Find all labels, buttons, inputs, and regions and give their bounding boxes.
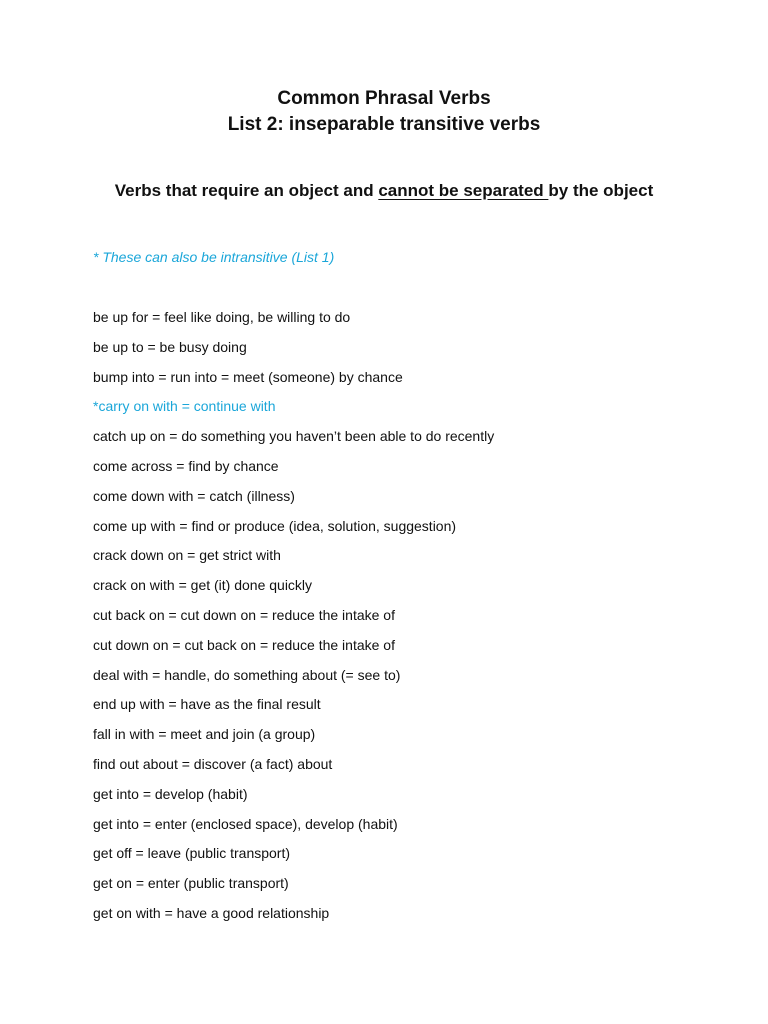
- verb-entry: get on = enter (public transport): [93, 875, 289, 892]
- verb-entry: *carry on with = continue with: [93, 398, 276, 415]
- verb-entry: catch up on = do something you haven’t been able to do recently: [93, 428, 495, 445]
- section-heading-emphasis: cannot be separated: [378, 181, 549, 200]
- verb-entry: crack down on = get strict with: [93, 547, 281, 564]
- document-subtitle-list: List 2: inseparable transitive verbs: [227, 114, 541, 135]
- verb-entry: come up with = find or produce (idea, solution, suggestion): [93, 517, 457, 534]
- verb-entry: get off = leave (public transport): [93, 845, 291, 862]
- verb-entry: bump into = run into = meet (someone) by chance: [93, 368, 403, 385]
- verb-entry: be up to = be busy doing: [93, 338, 247, 355]
- section-heading-start: Verbs that require an object and: [114, 181, 379, 200]
- verb-entry: come down with = catch (illness): [93, 487, 295, 504]
- verb-entry: find out about = discover (a fact) about: [93, 755, 333, 772]
- verb-entry: fall in with = meet and join (a group): [93, 726, 316, 743]
- verb-entry: be up for = feel like doing, be willing to do: [93, 309, 351, 325]
- verb-entry: cut back on = cut down on = reduce the intake of: [93, 606, 395, 623]
- verb-entry: get into = develop (habit): [93, 785, 248, 802]
- phrasal-verb-list: [93, 307, 494, 933]
- intransitive-note: * These can also be intransitive (List 1): [93, 249, 335, 265]
- section-heading-end: by the object: [548, 181, 654, 200]
- verb-entry: crack on with = get (it) done quickly: [93, 577, 313, 594]
- verb-entry: end up with = have as the final result: [93, 696, 321, 713]
- verb-entry: get into = enter (enclosed space), develop (habit): [93, 815, 398, 832]
- verb-entry: deal with = handle, do something about (= see to): [93, 666, 401, 683]
- verb-entry: come across = find by chance: [93, 457, 279, 474]
- verb-entry: cut down on = cut back on = reduce the intake of: [93, 636, 395, 653]
- section-heading: [0, 179, 768, 203]
- document-title: Common Phrasal Verbs: [277, 88, 491, 109]
- verb-entry: get on with = have a good relationship: [93, 904, 330, 921]
